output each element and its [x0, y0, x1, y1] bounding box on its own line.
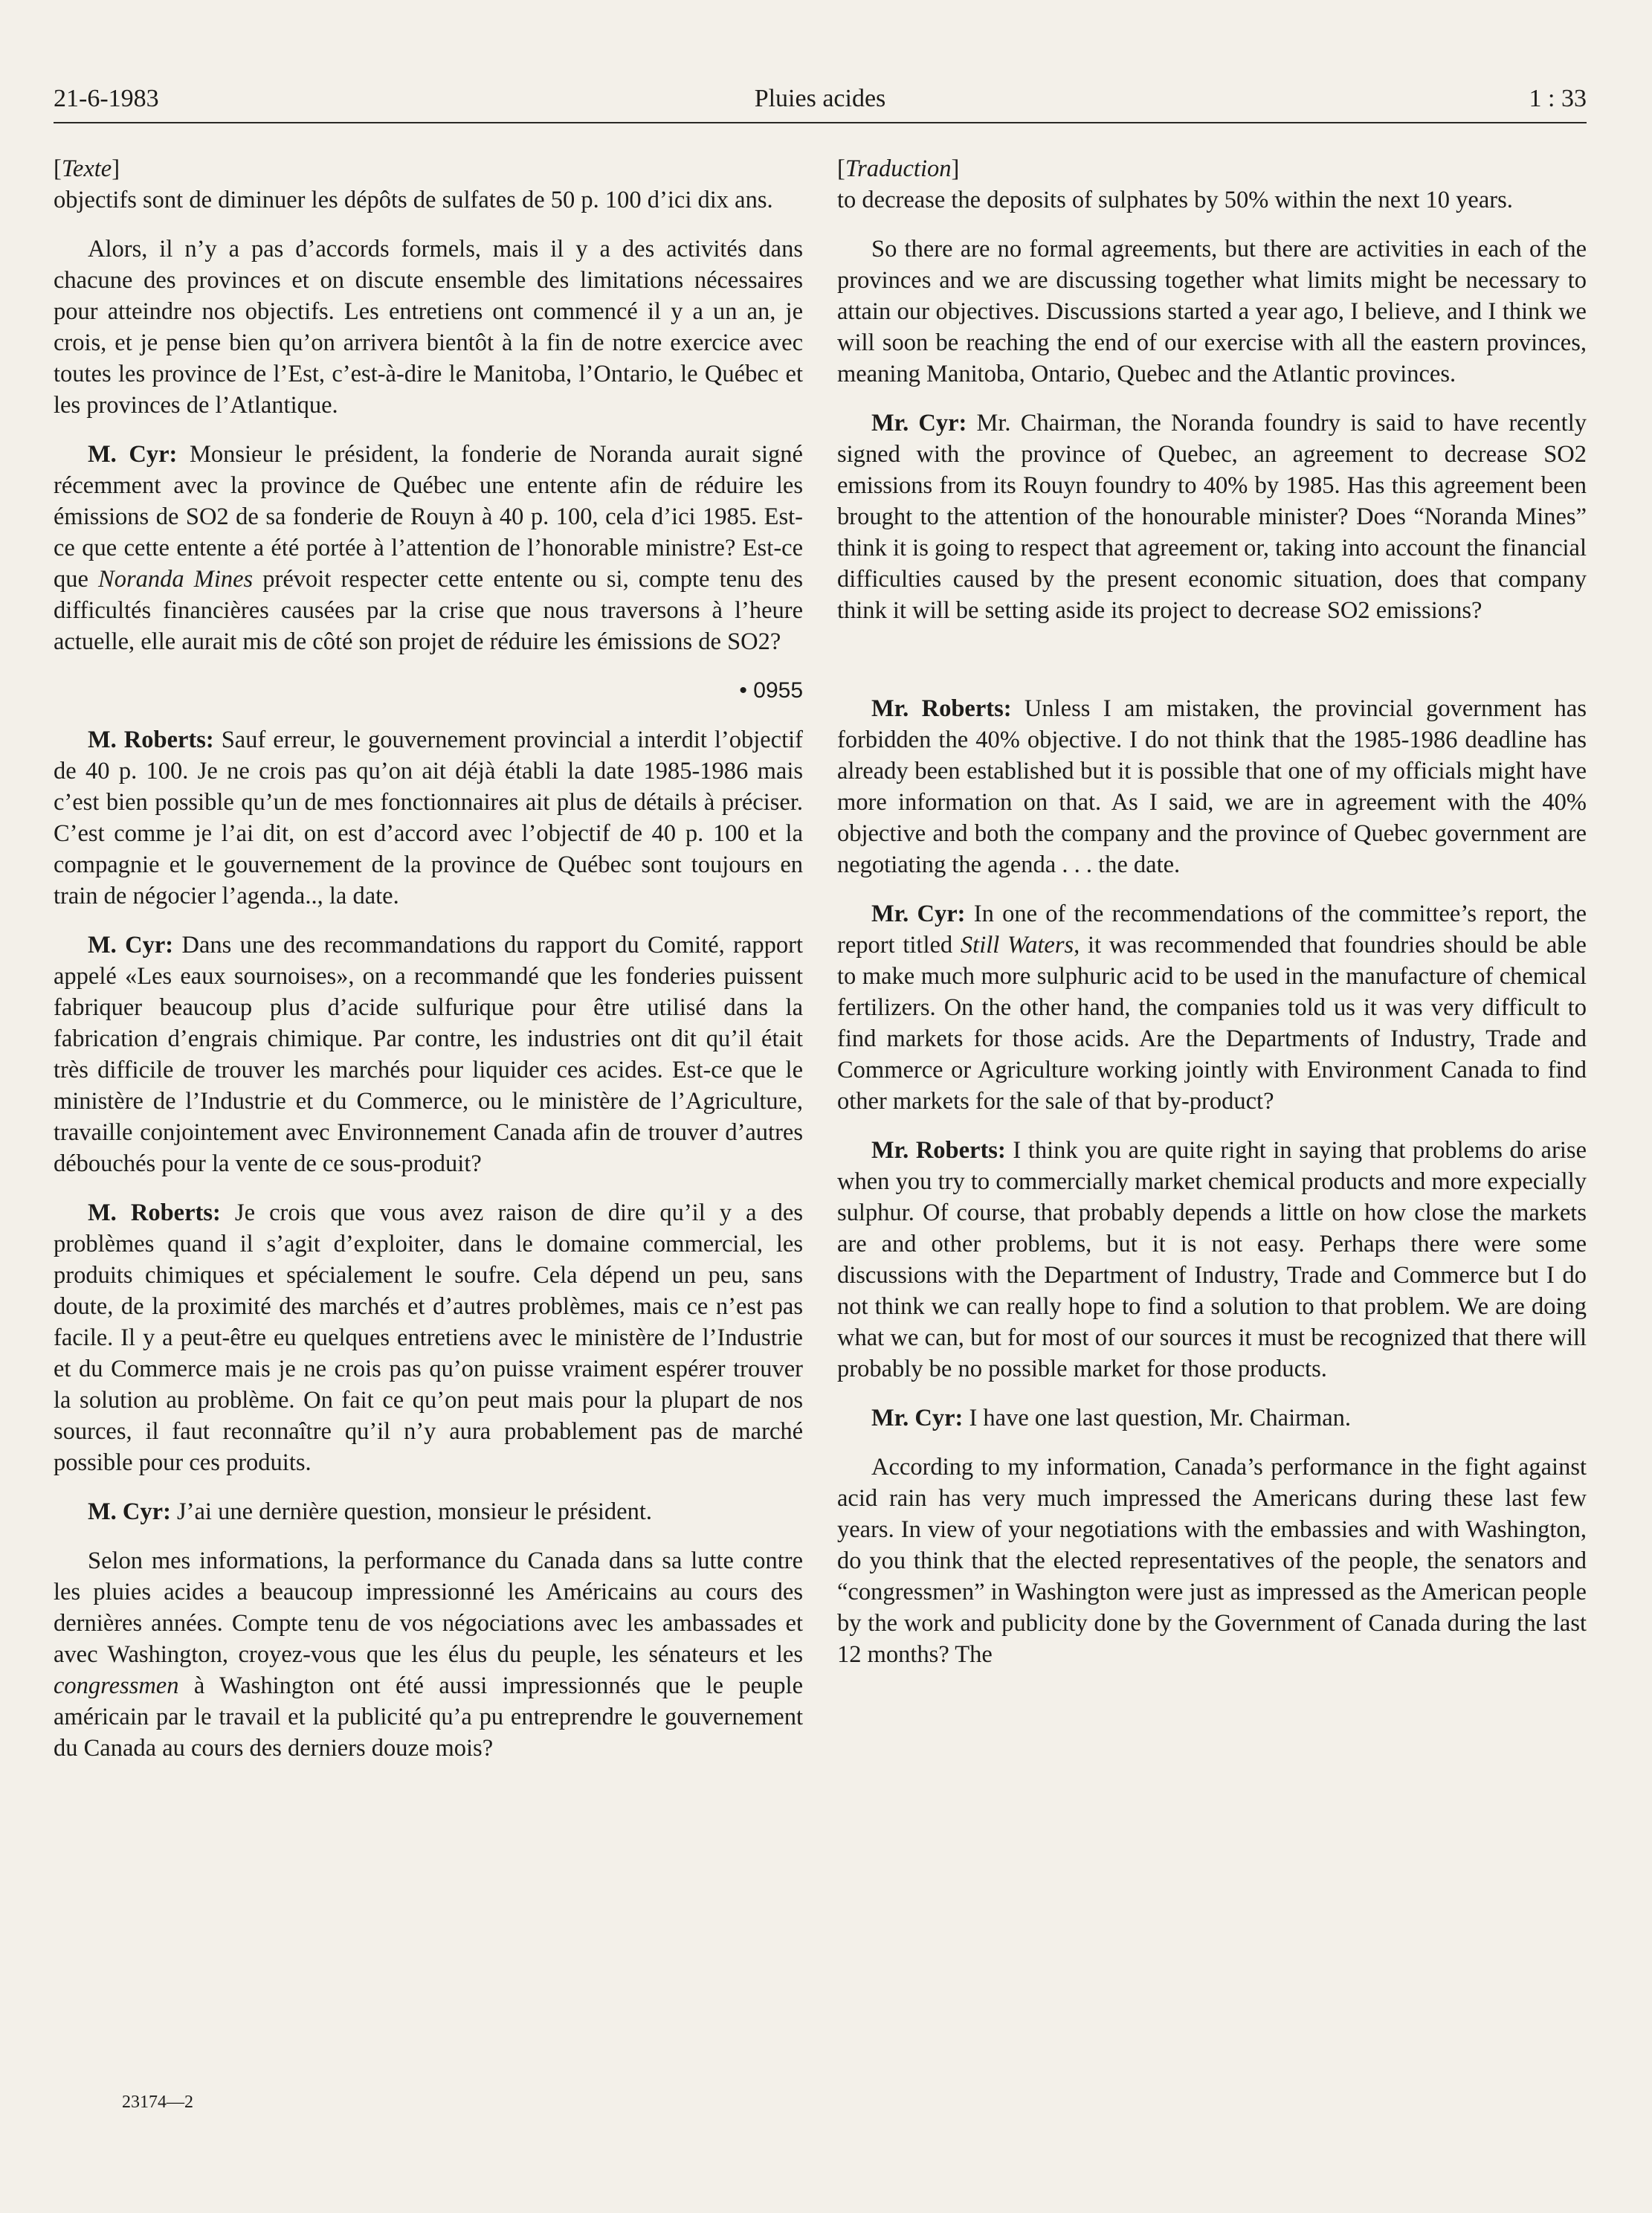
footer-print-code: 23174—2 — [122, 2093, 193, 2112]
speaker-label: M. Cyr: — [88, 1498, 171, 1525]
header-date: 21-6-1983 — [54, 85, 159, 112]
fr-paragraph-8: Selon mes informations, la performance du Canada dans sa lutte contre les pluies acides a beaucoup impressionné les Américains au cours des dernières années. Compte tenu de vos négociations avec les ambassades et avec Washington, croyez-vous que les élus du peuple, les sénateurs et les congressmen à Washington ont été aussi impressionnés que le peuple américain par le travail et la publicité qu’a pu entreprendre le gouvernement du Canada au cours des derniers douze mois? — [54, 1547, 803, 1762]
fr-paragraph-6: M. Roberts: Je crois que vous avez raison de dire qu’il y a des problèmes quand il s’agit d’exploiter, dans le domaine commercial, les produits chimiques et spécialement le soufre. Cela dépend un peu, sans doute, de la proximité des marchés et d’autres problèmes, mais ce n’est pas facile. Il y a peut-être eu quelques entretiens avec le ministère de l’Industrie et du Commerce mais je ne crois pas qu’on puisse vraiment espérer trouver la solution au problème. On fait ce qu’on peut mais pour la plupart de nos sources, il faut reconnaître qu’il n’y aura probablement pas de marché possible pour ces produits. — [54, 1199, 803, 1476]
language-tag-texte: [Texte] — [54, 155, 120, 182]
header-page-number: 1 : 33 — [1529, 85, 1587, 112]
speaker-label: Mr. Roberts: — [871, 1137, 1006, 1164]
french-column — [54, 153, 803, 1782]
en-paragraph-7: Mr. Cyr: I have one last question, Mr. Chairman. — [871, 1405, 1352, 1431]
speaker-label: Mr. Cyr: — [871, 901, 966, 927]
en-paragraph-2: So there are no formal agreements, but there are activities in each of the provinces and we are discussing together what limits might be necessary to attain our objectives. Discussions started a year ago, I believe, and I think we will soon be reaching the end of our exercise with all the eastern provinces, meaning Manitoba, Ontario, Quebec and the Atlantic provinces. — [837, 236, 1587, 387]
en-paragraph-1: to decrease the deposits of sulphates by 50% within the next 10 years. — [837, 187, 1513, 213]
fr-paragraph-5: M. Cyr: Dans une des recommandations du rapport du Comité, rapport appelé «Les eaux sournoises», on a recommandé que les fonderies puissent fabriquer beaucoup plus d’acide sulfurique pour être utilisé dans la fabrication d’engrais chimique. Par contre, les industries ont dit qu’il était très difficile de trouver les marchés pour liquider ces acides. Est-ce que le ministère de l’Industrie et du Commerce, ou le ministère de l’Agriculture, travaille conjointement avec Environnement Canada afin de trouver d’autres débouchés pour la vente de ce sous-produit? — [54, 932, 803, 1177]
speaker-label: Mr. Roberts: — [871, 695, 1012, 722]
en-paragraph-3: Mr. Cyr: Mr. Chairman, the Noranda foundry is said to have recently signed with the province of Quebec, an agreement to decrease SO2 emissions from its Rouyn foundry to 40% by 1985. Has this agreement been brought to the attention of the honourable minister? Does “Noranda Mines” think it is going to respect that agreement or, taking into account the financial difficulties caused by the present economic situation, does that company think it will be setting aside its project to decrease SO2 emissions? — [837, 410, 1587, 624]
fr-paragraph-1: objectifs sont de diminuer les dépôts de sulfates de 50 p. 100 d’ici dix ans. — [54, 187, 773, 213]
speaker-label: M. Cyr: — [88, 441, 178, 468]
fr-paragraph-7: M. Cyr: J’ai une dernière question, monsieur le président. — [88, 1498, 653, 1525]
fr-paragraph-3: M. Cyr: Monsieur le président, la fonderie de Noranda aurait signé récemment avec la province de Québec une entente afin de réduire les émissions de SO2 de sa fonderie de Rouyn à 40 p. 100, cela d’ici 1985. Est-ce que cette entente a été portée à l’attention de l’honorable ministre? Est-ce que Noranda Mines prévoit respecter cette entente ou si, compte tenu des difficultés financières causées par la crise que nous traversons à l’heure actuelle, elle aurait mis de côté son projet de réduire les émissions de SO2? — [54, 441, 803, 655]
time-marker-spacer — [837, 644, 1587, 675]
header-title: Pluies acides — [754, 85, 886, 112]
page-header — [54, 77, 1587, 120]
language-tag-traduction: [Traduction] — [837, 155, 960, 182]
speaker-label: M. Roberts: — [88, 727, 214, 753]
speaker-label: Mr. Cyr: — [871, 410, 967, 437]
speaker-label: M. Cyr: — [88, 932, 174, 959]
en-paragraph-8: According to my information, Canada’s performance in the fight against acid rain has very much impressed the Americans during these last few years. In view of your negotiations with the embassies and with Washington, do you think that the elected representatives of the people, the senators and “congressmen” in Washington were just as impressed as the American people by the work and publicity done by the Government of Canada during the last 12 months? The — [837, 1454, 1587, 1668]
en-paragraph-6: Mr. Roberts: I think you are quite right in saying that problems do arise when you try to commercially market chemical products and more expecially sulphur. Of course, that probably depends a little on how close the markets are and other problems, but it is not easy. Perhaps there were some discussions with the Department of Industry, Trade and Commerce but I do not think we can really hope to find a solution to that problem. We are doing what we can, but for most of our sources it must be recognized that there will probably be no possible market for those products. — [837, 1137, 1587, 1382]
fr-paragraph-4: M. Roberts: Sauf erreur, le gouvernement provincial a interdit l’objectif de 40 p. 100. Je ne crois pas qu’on ait déjà établi la date 1985-1986 mais c’est bien possible qu’un de mes fonctionnaires ait plus de détails à préciser. C’est comme je l’ai dit, on est d’accord avec l’objectif de 40 p. 100 et la compagnie et le gouvernement de la province de Québec sont toujours en train de négocier l’agenda.., la date. — [54, 727, 803, 909]
fr-paragraph-2: Alors, il n’y a pas d’accords formels, mais il y a des activités dans chacune des provinces et on discute ensemble des limitations nécessaires pour atteindre nos objectifs. Les entretiens ont commencé il y a un an, je crois, et je pense bien qu’on arrivera bientôt à la fin de notre exercice avec toutes les province de l’Est, c’est-à-dire le Manitoba, l’Ontario, le Québec et les provinces de l’Atlantique. — [54, 236, 803, 419]
en-paragraph-5: Mr. Cyr: In one of the recommendations of the committee’s report, the report titled Still Waters, it was recommended that foundries should be able to make much more sulphuric acid to be used in the manufacture of chemical fertilizers. On the other hand, the companies told us it was very difficult to find markets for those acids. Are the Departments of Industry, Trade and Commerce or Agriculture working jointly with Environment Canada to find other markets for the sale of that by-product? — [837, 901, 1587, 1115]
speaker-label: M. Roberts: — [88, 1199, 221, 1226]
speaker-label: Mr. Cyr: — [871, 1405, 964, 1431]
header-rule — [54, 122, 1587, 123]
time-marker: • 0955 — [739, 678, 803, 703]
en-paragraph-4: Mr. Roberts: Unless I am mistaken, the provincial government has forbidden the 40% objective. I do not think that the 1985-1986 deadline has already been established but it is possible that one of my officials might have more information on that. As I said, we are in agreement with the 40% objective and both the company and the province of Quebec government are negotiating the agenda . . . the date. — [837, 695, 1587, 878]
english-column — [837, 153, 1587, 1688]
